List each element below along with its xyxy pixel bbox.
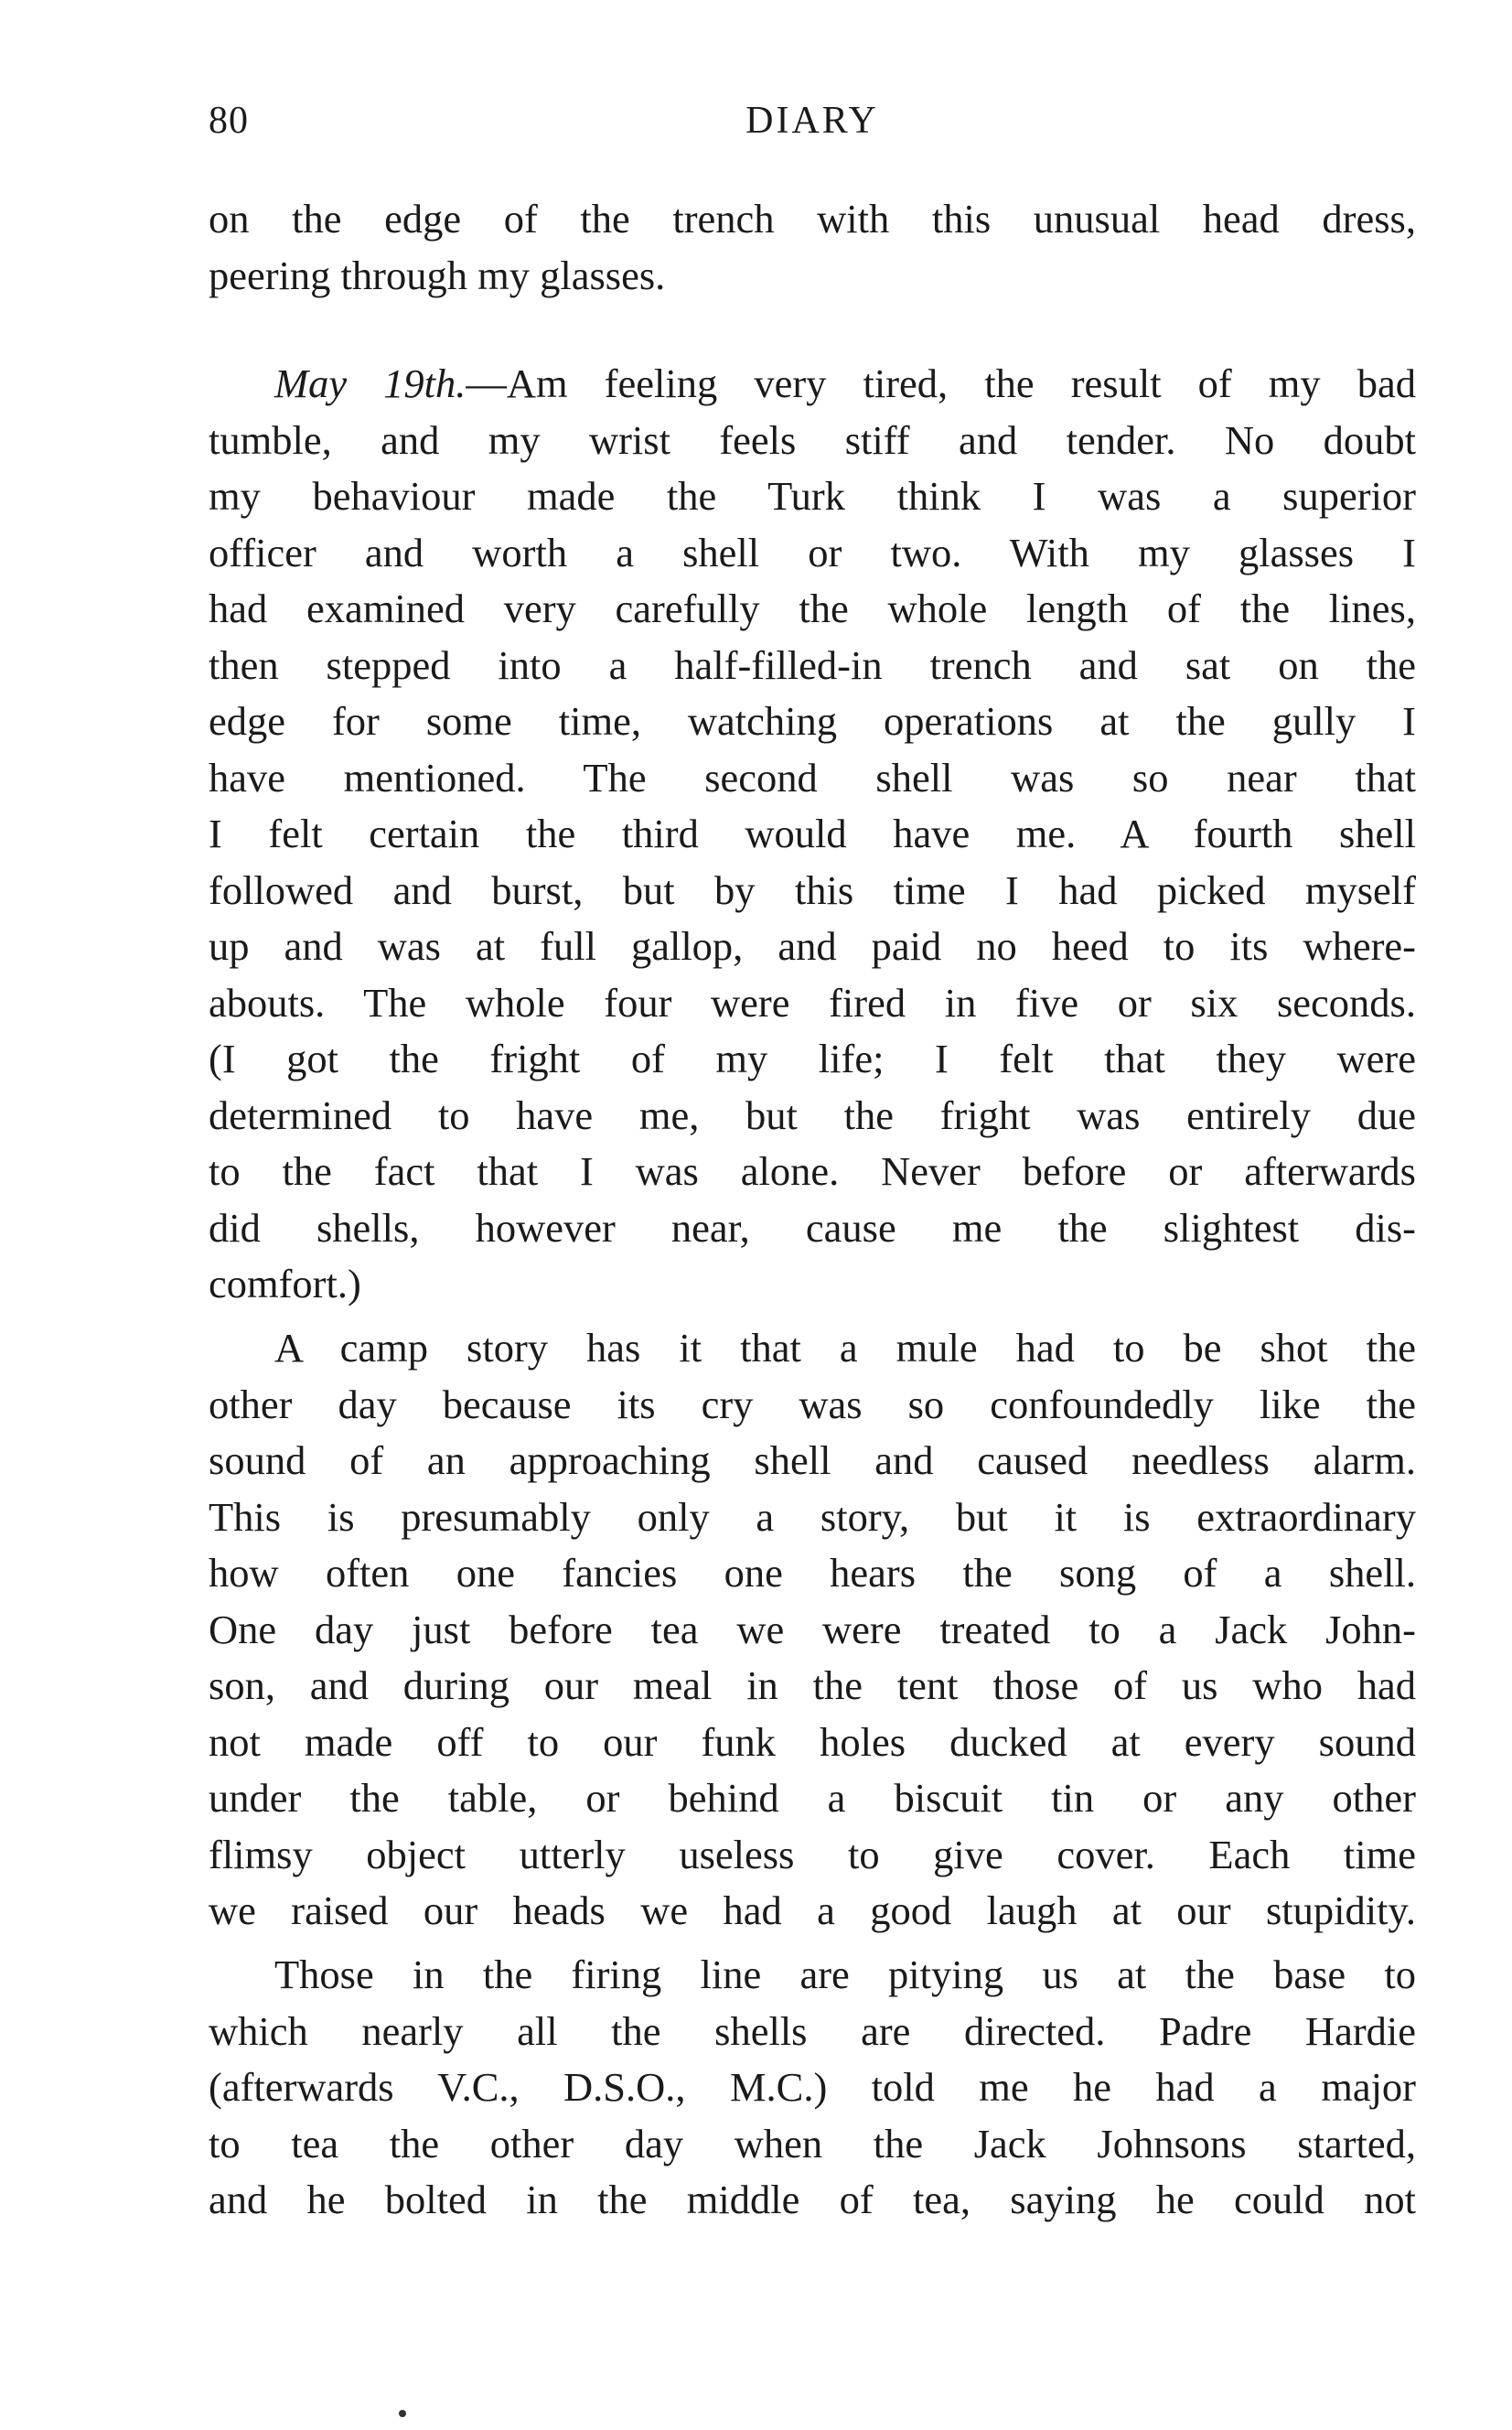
- text-line: then stepped into a half-filled-in trench and sat on the: [209, 641, 1416, 688]
- text-line: up and was at full gallop, and paid no heed to its where-: [209, 923, 1416, 969]
- text-line: (I got the fright of my life; I felt that they were: [209, 1036, 1416, 1081]
- text-line: This is presumably only a story, but it is extraordinary: [209, 1493, 1416, 1540]
- text-line: under the table, or behind a biscuit tin or any other: [209, 1775, 1416, 1821]
- text-line: officer and worth a shell or two. With my glasses I: [209, 529, 1416, 575]
- text-line: tumble, and my wrist feels stiff and tender. No doubt: [209, 416, 1416, 463]
- text-line: [209, 356, 1416, 413]
- running-title: DIARY: [745, 100, 879, 142]
- print-speck: [399, 2410, 406, 2417]
- text-line: comfort.): [209, 1261, 361, 1306]
- text-line: abouts. The whole four were fired in five or six seconds.: [209, 979, 1416, 1026]
- text-line: (afterwards V.C., D.S.O., M.C.) told me he had a major: [209, 2064, 1416, 2110]
- text-line: Those in the firing line are pitying us at the base to: [274, 1952, 1416, 1997]
- diary-entry-may-19: [209, 356, 1416, 1313]
- text-line: peering through my glasses.: [209, 252, 666, 298]
- paragraph-camp-story: [209, 1320, 1416, 1940]
- text-line: followed and burst, but by this time I had picked myself: [209, 866, 1416, 913]
- paragraph-firing-line: [209, 1947, 1416, 2229]
- paragraph-continuation: [209, 191, 1416, 304]
- text-line: which nearly all the shells are directed. Padre Hardie: [209, 2007, 1416, 2054]
- text-line: not made off to our funk holes ducked at every sound: [209, 1718, 1416, 1765]
- text-line: we raised our heads we had a good laugh at our stupidity.: [209, 1887, 1416, 1933]
- text-line: edge for some time, watching operations at the gully I: [209, 698, 1416, 744]
- text-line: my behaviour made the Turk think I was a superior: [209, 473, 1416, 519]
- text-line: I felt certain the third would have me. A fourth shell: [209, 811, 1416, 856]
- text-line: have mentioned. The second shell was so near that: [209, 754, 1416, 801]
- text-line: to tea the other day when the Jack Johnsons started,: [209, 2120, 1416, 2167]
- text-line: other day because its cry was so confoundedly like the: [209, 1381, 1416, 1427]
- text-line: did shells, however near, cause me the slightest dis-: [209, 1204, 1416, 1251]
- entry-date: May 19th.: [274, 360, 466, 406]
- text-line: sound of an approaching shell and caused needless alarm.: [209, 1437, 1416, 1483]
- page-number: 80: [209, 100, 249, 142]
- text-line: determined to have me, but the fright was entirely due: [209, 1091, 1416, 1138]
- page-header: [209, 99, 1416, 154]
- text-line: A camp story has it that a mule had to be shot the: [274, 1325, 1416, 1371]
- text-line: son, and during our meal in the tent those of us who had: [209, 1662, 1416, 1708]
- text-line-content: —Am feeling very tired, the result of my bad: [466, 360, 1416, 406]
- text-line: to the fact that I was alone. Never before or afterwards: [209, 1148, 1416, 1194]
- text-line: One day just before tea we were treated to a Jack John-: [209, 1606, 1416, 1652]
- text-line: on the edge of the trench with this unusual head dress,: [209, 196, 1416, 242]
- text-line: had examined very carefully the whole length of the lines,: [209, 586, 1416, 631]
- text-line: flimsy object utterly useless to give cover. Each time: [209, 1831, 1416, 1877]
- text-line: and he bolted in the middle of tea, saying he could not: [209, 2177, 1416, 2222]
- text-line: how often one fancies one hears the song of a shell.: [209, 1550, 1416, 1596]
